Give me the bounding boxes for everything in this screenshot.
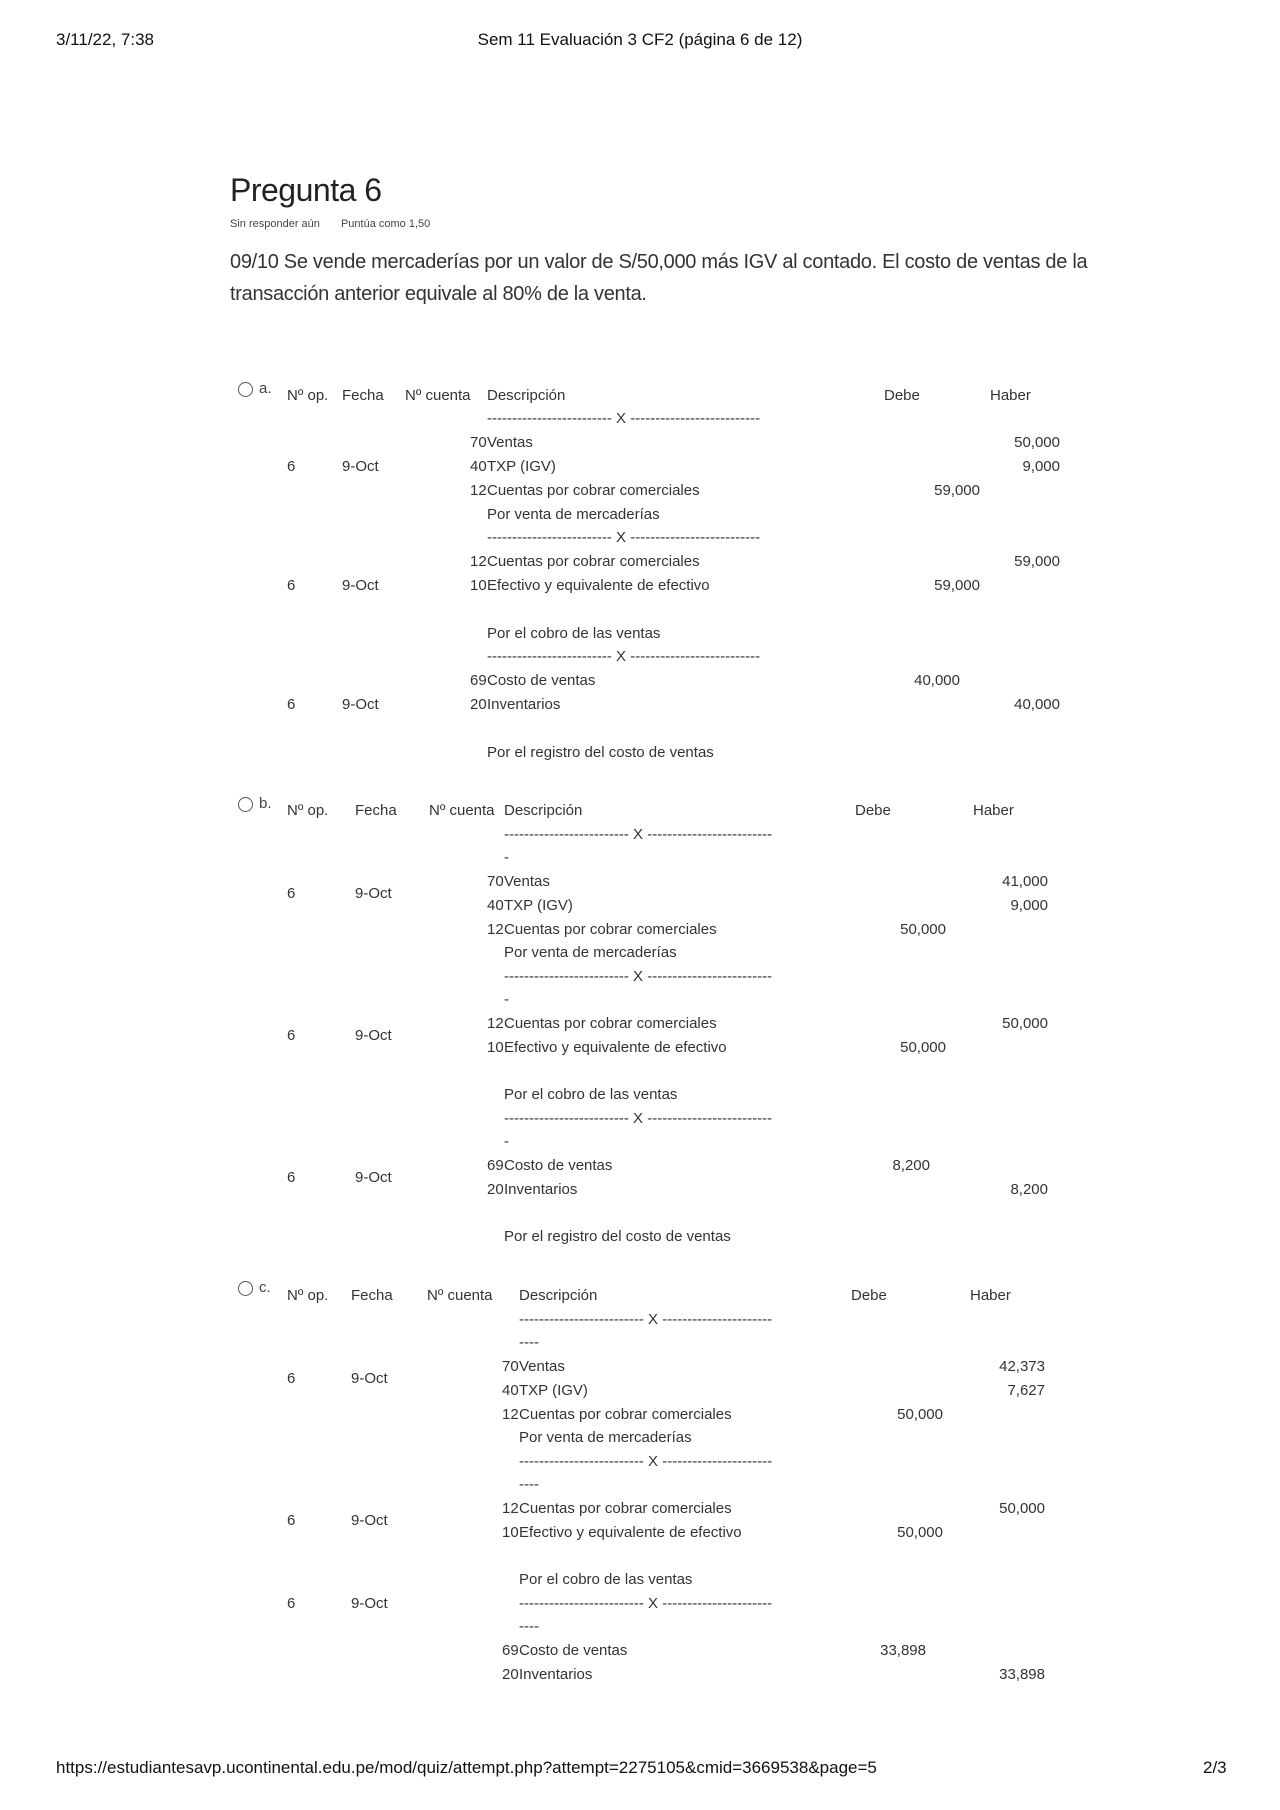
descripcion: TXP (IGV) xyxy=(487,458,556,475)
header-fecha: Fecha xyxy=(355,802,397,819)
debe: 50,000 xyxy=(900,921,946,938)
question-status: Sin responder aún xyxy=(230,218,320,230)
descripcion: Ventas xyxy=(504,873,550,890)
glosa: Por el registro del costo de ventas xyxy=(504,1228,731,1245)
op: 6 xyxy=(287,696,296,713)
header-cuenta: Nº cuenta xyxy=(427,1287,493,1304)
haber: 9,000 xyxy=(1010,897,1048,914)
header-cuenta: Nº cuenta xyxy=(429,802,495,819)
descripcion: Costo de ventas xyxy=(504,1157,613,1174)
header-haber: Haber xyxy=(973,802,1014,819)
header-op: Nº op. xyxy=(287,387,329,404)
header-fecha: Fecha xyxy=(351,1287,393,1304)
separator-wrap: ---- xyxy=(519,1476,539,1493)
header-fecha: Fecha xyxy=(342,387,384,404)
question-meta xyxy=(230,218,448,230)
cuenta: 10 xyxy=(502,1524,519,1541)
header-descripcion: Descripción xyxy=(504,802,583,819)
op: 6 xyxy=(287,1595,296,1612)
header-descripcion: Descripción xyxy=(519,1287,598,1304)
haber: 41,000 xyxy=(1002,873,1048,890)
descripcion: Cuentas por cobrar comerciales xyxy=(487,482,700,499)
separator-wrap: - xyxy=(504,849,509,866)
debe: 40,000 xyxy=(914,672,960,689)
separator: ------------------------- X -------------------------- xyxy=(487,410,761,427)
debe: 59,000 xyxy=(934,482,980,499)
header-debe: Debe xyxy=(855,802,891,819)
question-text: 09/10 Se vende mercaderías por un valor de S/50,000 más IGV al contado. El costo de ventas de la transacción anterior equivale al 80% de la venta. xyxy=(230,251,1088,305)
option-c-label: c. xyxy=(259,1279,271,1296)
cuenta: 10 xyxy=(487,1039,504,1056)
descripcion: Inventarios xyxy=(487,696,561,713)
separator: ------------------------- X ---------------------- xyxy=(519,1453,773,1470)
glosa: Por venta de mercaderías xyxy=(519,1429,692,1446)
op: 6 xyxy=(287,885,296,902)
descripcion: Cuentas por cobrar comerciales xyxy=(504,1015,717,1032)
cuenta: 20 xyxy=(470,696,487,713)
descripcion: Cuentas por cobrar comerciales xyxy=(487,553,700,570)
fecha: 9-Oct xyxy=(342,577,379,594)
option-a-label: a. xyxy=(259,380,272,397)
print-datetime: 3/11/22, 7:38 xyxy=(56,30,154,49)
cuenta: 10 xyxy=(470,577,487,594)
cuenta: 20 xyxy=(502,1666,519,1683)
debe: 50,000 xyxy=(897,1406,943,1423)
glosa: Por venta de mercaderías xyxy=(504,944,677,961)
debe: 59,000 xyxy=(934,577,980,594)
separator: ------------------------- X -------------------------- xyxy=(487,648,761,665)
cuenta: 69 xyxy=(502,1642,519,1659)
op: 6 xyxy=(287,1512,296,1529)
cuenta: 12 xyxy=(470,482,487,499)
descripcion: TXP (IGV) xyxy=(504,897,573,914)
header-cuenta: Nº cuenta xyxy=(405,387,471,404)
cuenta: 12 xyxy=(502,1406,519,1423)
debe: 8,200 xyxy=(892,1157,930,1174)
glosa: Por venta de mercaderías xyxy=(487,506,660,523)
header-op: Nº op. xyxy=(287,802,329,819)
descripcion: Cuentas por cobrar comerciales xyxy=(504,921,717,938)
debe: 33,898 xyxy=(880,1642,926,1659)
descripcion: Efectivo y equivalente de efectivo xyxy=(487,577,710,594)
descripcion: TXP (IGV) xyxy=(519,1382,588,1399)
cuenta: 69 xyxy=(487,1157,504,1174)
haber: 33,898 xyxy=(999,1666,1045,1683)
separator: ------------------------- X ------------------------- xyxy=(504,968,773,985)
fecha: 9-Oct xyxy=(342,458,379,475)
cuenta: 12 xyxy=(502,1500,519,1517)
op: 6 xyxy=(287,1027,296,1044)
descripcion: Ventas xyxy=(487,434,533,451)
header-debe: Debe xyxy=(851,1287,887,1304)
descripcion: Cuentas por cobrar comerciales xyxy=(519,1406,732,1423)
option-a-radio[interactable] xyxy=(238,382,253,397)
separator: ------------------------- X ---------------------- xyxy=(519,1595,773,1612)
glosa: Por el cobro de las ventas xyxy=(519,1571,693,1588)
header-haber: Haber xyxy=(970,1287,1011,1304)
fecha: 9-Oct xyxy=(355,885,392,902)
print-url: https://estudiantesavp.ucontinental.edu.pe/mod/quiz/attempt.php?attempt=2275105&cmid=3669538&page=5 xyxy=(56,1758,877,1777)
header-op: Nº op. xyxy=(287,1287,329,1304)
cuenta: 40 xyxy=(502,1382,519,1399)
descripcion: Efectivo y equivalente de efectivo xyxy=(504,1039,727,1056)
haber: 50,000 xyxy=(1002,1015,1048,1032)
header-debe: Debe xyxy=(884,387,920,404)
question-title: Pregunta 6 xyxy=(230,172,382,208)
haber: 40,000 xyxy=(1014,696,1060,713)
glosa: Por el cobro de las ventas xyxy=(487,625,661,642)
cuenta: 20 xyxy=(487,1181,504,1198)
haber: 50,000 xyxy=(1014,434,1060,451)
op: 6 xyxy=(287,1370,296,1387)
fecha: 9-Oct xyxy=(355,1027,392,1044)
separator-wrap: - xyxy=(504,1133,509,1150)
separator: ------------------------- X ------------------------- xyxy=(504,826,773,843)
fecha: 9-Oct xyxy=(351,1370,388,1387)
op: 6 xyxy=(287,458,296,475)
op: 6 xyxy=(287,1169,296,1186)
print-page-title: Sem 11 Evaluación 3 CF2 (página 6 de 12) xyxy=(477,30,803,49)
separator: ------------------------- X -------------------------- xyxy=(487,529,761,546)
descripcion: Inventarios xyxy=(504,1181,578,1198)
debe: 50,000 xyxy=(900,1039,946,1056)
debe: 50,000 xyxy=(897,1524,943,1541)
header-descripcion: Descripción xyxy=(487,387,566,404)
descripcion: Costo de ventas xyxy=(487,672,596,689)
descripcion: Cuentas por cobrar comerciales xyxy=(519,1500,732,1517)
descripcion: Ventas xyxy=(519,1358,565,1375)
separator-wrap: ---- xyxy=(519,1334,539,1351)
glosa: Por el cobro de las ventas xyxy=(504,1086,678,1103)
glosa: Por el registro del costo de ventas xyxy=(487,744,714,761)
op: 6 xyxy=(287,577,296,594)
descripcion: Efectivo y equivalente de efectivo xyxy=(519,1524,742,1541)
descripcion: Inventarios xyxy=(519,1666,593,1683)
cuenta: 12 xyxy=(470,553,487,570)
cuenta: 40 xyxy=(487,897,504,914)
haber: 8,200 xyxy=(1010,1181,1048,1198)
separator-wrap: ---- xyxy=(519,1618,539,1635)
haber: 50,000 xyxy=(999,1500,1045,1517)
header-haber: Haber xyxy=(990,387,1031,404)
fecha: 9-Oct xyxy=(355,1169,392,1186)
cuenta: 70 xyxy=(502,1358,519,1375)
haber: 7,627 xyxy=(1007,1382,1045,1399)
cuenta: 12 xyxy=(487,921,504,938)
haber: 59,000 xyxy=(1014,553,1060,570)
fecha: 9-Oct xyxy=(351,1595,388,1612)
option-c-radio[interactable] xyxy=(238,1281,253,1296)
separator: ------------------------- X ---------------------- xyxy=(519,1311,773,1328)
fecha: 9-Oct xyxy=(342,696,379,713)
cuenta: 69 xyxy=(470,672,487,689)
cuenta: 70 xyxy=(487,873,504,890)
descripcion: Costo de ventas xyxy=(519,1642,628,1659)
question-score: Puntúa como 1,50 xyxy=(340,218,431,230)
cuenta: 40 xyxy=(470,458,487,475)
cuenta: 12 xyxy=(487,1015,504,1032)
haber: 9,000 xyxy=(1022,458,1060,475)
cuenta: 70 xyxy=(470,434,487,451)
fecha: 9-Oct xyxy=(351,1512,388,1529)
print-page-count: 2/3 xyxy=(1203,1758,1227,1777)
option-b-radio[interactable] xyxy=(238,797,253,812)
separator: ------------------------- X ------------------------- xyxy=(504,1110,773,1127)
haber: 42,373 xyxy=(999,1358,1045,1375)
separator-wrap: - xyxy=(504,991,509,1008)
option-b-label: b. xyxy=(259,795,272,812)
